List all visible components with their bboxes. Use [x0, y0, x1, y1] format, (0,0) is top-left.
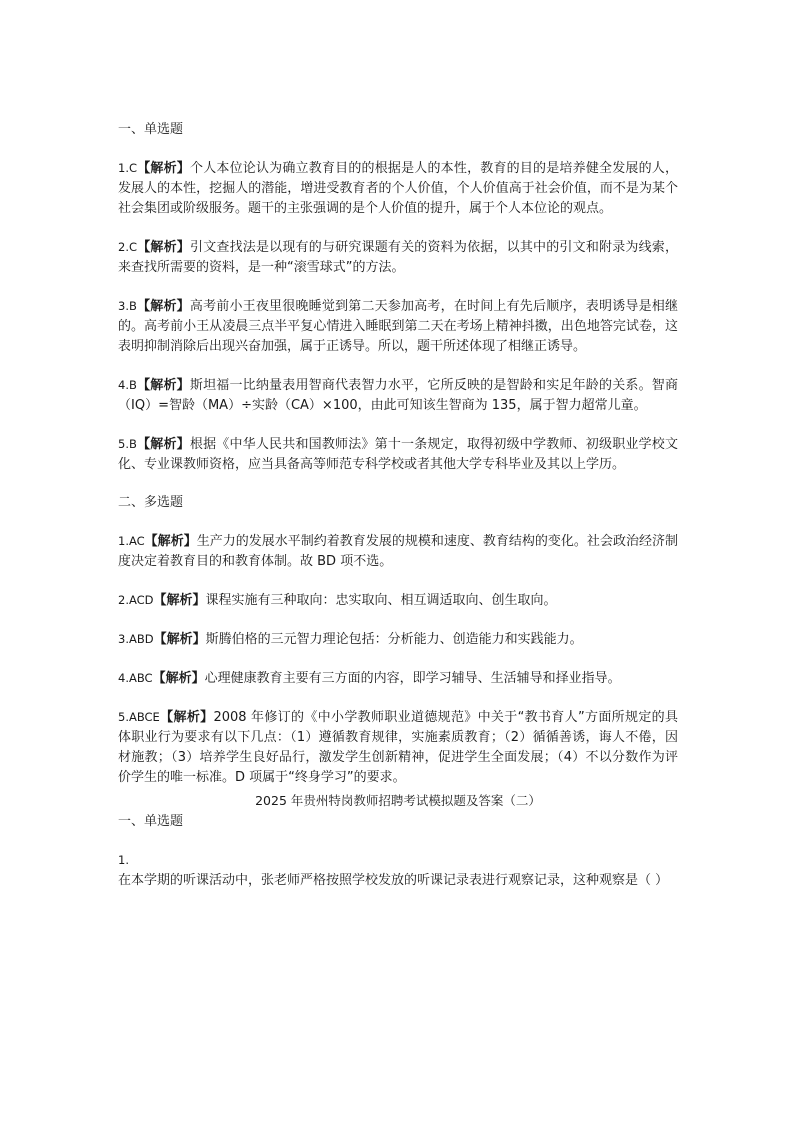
- analysis-tag: 【解析】: [153, 593, 206, 608]
- answer-text: 引文查找法是以现有的与研究课题有关的资料为依据，以其中的引文和附录为线索，来查找所需要的资料，是一种“滚雪球式”的方法。: [118, 240, 678, 275]
- question-item: [118, 850, 678, 891]
- analysis-tag: 【解析】: [136, 299, 190, 314]
- answer-item: [118, 158, 678, 219]
- section-title-single-choice-2: 一、单选题: [118, 814, 184, 829]
- section-title-multiple-choice: 二、多选题: [118, 495, 184, 510]
- answer-item: [118, 590, 678, 611]
- answer-item: [118, 237, 678, 278]
- answer-text: 2008 年修订的《中小学教师职业道德规范》中关于“教书育人”方面所规定的具体职业行为要求有以下几点：（1）遵循教育规律，实施素质教育；（2）循循善诱，诲人不倦，因材施教；（3）培养学生良好品行，激发学生创新精神，促进学生全面发展；（4）不以分数作为评价学生的唯一标准。D 项属于“终身学习”的要求。: [118, 710, 678, 785]
- analysis-tag: 【解析】: [144, 534, 197, 549]
- answer-number: 4.B: [118, 378, 137, 392]
- answer-number: 4.ABC: [118, 671, 153, 685]
- answer-number: 2.C: [118, 240, 138, 254]
- answer-item: [118, 707, 678, 788]
- answer-number: 3.ABD: [118, 632, 154, 646]
- analysis-tag: 【解析】: [136, 437, 190, 452]
- analysis-tag: 【解析】: [152, 671, 205, 686]
- analysis-tag: 【解析】: [136, 378, 190, 393]
- answer-text: 课程实施有三种取向：忠实取向、相互调适取向、创生取向。: [205, 593, 557, 608]
- analysis-tag: 【解析】: [159, 710, 214, 725]
- answer-item: [118, 531, 678, 572]
- answer-item: [118, 668, 678, 689]
- answer-text: 生产力的发展水平制约着教育发展的规模和速度、教育结构的变化。社会政治经济制度决定着教育目的和教育体制。故 BD 项不选。: [118, 534, 678, 569]
- analysis-tag: 【解析】: [137, 240, 190, 255]
- answer-number: 2.ACD: [118, 593, 154, 607]
- question-number: 1.: [118, 853, 129, 867]
- analysis-tag: 【解析】: [137, 161, 190, 176]
- answer-item: [118, 434, 678, 475]
- document-content: [118, 120, 678, 891]
- answer-number: 5.B: [118, 437, 137, 451]
- answer-number: 5.ABCE: [118, 710, 160, 724]
- answer-text: 高考前小王夜里很晚睡觉到第二天参加高考，在时间上有先后顺序，表明诱导是相继的。高考前小王从凌晨三点半平复心情进入睡眠到第二天在考场上精神抖擞，出色地答完试卷，这表明抑制消除后出现兴奋加强，属于正诱导。所以，题干所述体现了相继正诱导。: [118, 299, 678, 354]
- answer-item: [118, 629, 678, 650]
- answer-number: 1.C: [118, 161, 138, 175]
- answer-item: [118, 375, 678, 416]
- answer-text: 斯坦福一比纳量表用智商代表智力水平，它所反映的是智龄和实足年龄的关系。智商（IQ）=智龄（MA）÷实龄（CA）×100，由此可知该生智商为 135，属于智力超常儿童。: [118, 378, 678, 413]
- question-text: 在本学期的听课活动中，张老师严格按照学校发放的听课记录表进行观察记录，这种观察是（ ）: [118, 873, 669, 888]
- answer-text: 个人本位论认为确立教育目的的根据是人的本性，教育的目的是培养健全发展的人，发展人的本性，挖掘人的潜能，增进受教育者的个人价值，个人价值高于社会价值，而不是为某个社会集团或阶级服务。题干的主张强调的是个人价值的提升，属于个人本位论的观点。: [118, 161, 678, 216]
- answer-text: 根据《中华人民共和国教师法》第十一条规定，取得初级中学教师、初级职业学校文化、专业课教师资格，应当具备高等师范专科学校或者其他大学专科毕业及其以上学历。: [118, 437, 678, 472]
- answer-item: [118, 296, 678, 357]
- answer-number: 3.B: [118, 299, 137, 313]
- section-title-single-choice: 一、单选题: [118, 122, 184, 137]
- answer-text: 心理健康教育主要有三方面的内容，即学习辅导、生活辅导和择业指导。: [204, 671, 621, 686]
- document-title: 2025 年贵州特岗教师招聘考试模拟题及答案（二）: [255, 793, 541, 808]
- answer-text: 斯腾伯格的三元智力理论包括：分析能力、创造能力和实践能力。: [205, 632, 583, 647]
- analysis-tag: 【解析】: [153, 632, 206, 647]
- answer-number: 1.AC: [118, 534, 145, 548]
